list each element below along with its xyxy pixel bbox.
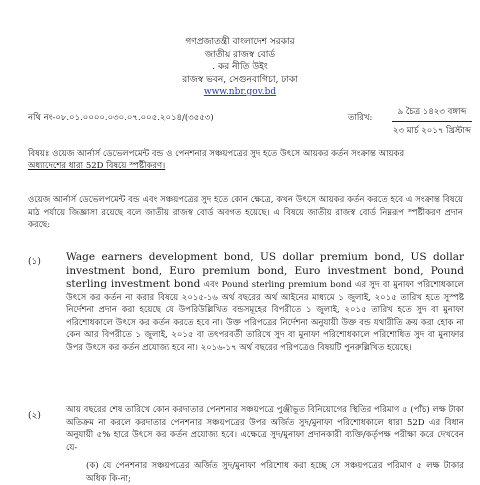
date-block xyxy=(392,105,472,138)
reference-line xyxy=(28,105,471,136)
letterhead xyxy=(0,36,480,99)
date-english: ২৩ মার্চ ২০১৭ খ্রিস্টাব্দ xyxy=(393,126,471,136)
item-2-paragraph: আয় বছরের শেষ তারিখে কোন করদাতার পেনশনার সঞ্চয়পত্রে পুঞ্জীভূত বিনিয়োগের স্থিতির পরিমাণ ৫ (পাঁচ) লক্ষ টাকা অতিক্রম না করলে করদাতার পেনশনার সঞ্চয়পত্রের উপর অর্জিত সুদ/মুনাফা পরিশোধকালে ধারা 52D এর বিধান অনুযায়ী ৫% হারে উৎসে কর কর্তন প্রযোজ্য হবে। এক্ষেত্রে সুদ/মুনাফা প্রদানকারী ব্যক্তি/কর্তৃপক্ষ পরীক্ষা করে দেখবেন যে- xyxy=(66,405,464,453)
govt-name: গণপ্রজাতন্ত্রী বাংলাদেশ সরকার xyxy=(185,37,295,47)
sub-item-ka: (ক) যে পেনশনার সঞ্চয়পত্রের অর্জিত সুদ/মুনাফা পরিশোধ করা হচ্ছে সে সঞ্চয়পত্রের পরিমাণ ৫ লক্ষ টাকার অধিক কি-না; xyxy=(86,461,464,484)
item-number: (২) xyxy=(28,411,41,421)
file-number: নথি নং-০৮.০১.০০০০.০৩০.০৭.০০৫.২০১৪/(৩৫৫৩) xyxy=(28,113,214,123)
item-1-bangla-text: এবং Pound sterling premium bond এর সুদ বা মুনাফা পরিশোধকালে উৎসে কর কর্তন না করার বিষয়ে ২০১৫-১৬ অর্থ বছরের অর্থ আইনের মাধ্যমে ১ জুলাই, ২০১৫ তারিখ হতে সুস্পষ্ট নির্দেশনা প্রদান করা হয়েছে যে উপরিউল্লিখিত বন্ডসমূহের বিপরীতে ১ জুলাই, ২০১৫ তারিখ হতে সুদ বা মুনাফা পরিশোধকালে উৎসে কর কর্তন করতে হবে না। উক্ত পরিপত্রের নির্দেশনা অনুযায়ী উক্ত বন্ড যথারীতি ক্রয় করা হোক না কেন আর বিপরীতে ১ জুলাই, ২০১৫ বা তৎপরবর্তী তারিখে সুদ বা মুনাফা পরিশোধকালে পরিশোধিত সুদ বা মুনাফার উপর উৎসে কর কর্তন প্রযোজ্য হবে না। ২০১৬-১৭ অর্থ বছরের পরিপত্রেও বিষয়টি পুনরুল্লিখিত হয়েছে। xyxy=(66,280,464,353)
office-address: রাজস্ব ভবন, সেগুনবাগিচা, ঢাকা xyxy=(182,74,298,85)
date-bangla: ৯ চৈত্র ১৪২৩ বঙ্গাব্দ xyxy=(392,105,472,122)
item-number: (১) xyxy=(28,257,41,267)
item-1-english-text: Wage earners development bond, US dollar premium bond, US dollar investment bond, Euro premium bond, Euro investment bond, Pound sterling investment bond xyxy=(66,251,464,290)
subject-text-continued: অধ্যাদেশের ধারা 52D বিষয়ে স্পষ্টীকরণ। xyxy=(28,161,166,171)
board-name: জাতীয় রাজস্ব বোর্ড xyxy=(205,49,275,60)
website-link[interactable]: www.nbr.gov.bd xyxy=(203,87,277,97)
date-label: তারিখ: xyxy=(348,113,373,123)
subject-text: বিষয়ঃ ওয়েজ আর্নার্স ডেভেলপমেন্ট বন্ড ও পেনশনার সঞ্চয়পত্রের সুদ হতে উৎসে আয়কর কর্তন সংক্রান্ত আয়কর xyxy=(28,149,405,159)
subject-line xyxy=(28,148,463,172)
item-1-paragraph xyxy=(66,251,464,354)
intro-paragraph: ওয়েজ আর্নার্স ডেভেলপমেন্ট বন্ড এবং সঞ্চয়পত্রের সুদ হতে কোন ক্ষেত্রে, কখন উৎসে আয়কর কর্তন করতে হবে এ সংক্রান্ত বিষয়ে মাঠ পর্যায়ে জিজ্ঞাসা রয়েছে বলে জাতীয় রাজস্ব বোর্ড অবগত হয়েছে। এ বিষয়ে জাতীয় রাজস্ব বোর্ড নিম্নরূপ স্পষ্টীকরণ প্রদান করছে: xyxy=(28,195,463,230)
wing-name: . কর নীতি উইং xyxy=(212,62,268,72)
